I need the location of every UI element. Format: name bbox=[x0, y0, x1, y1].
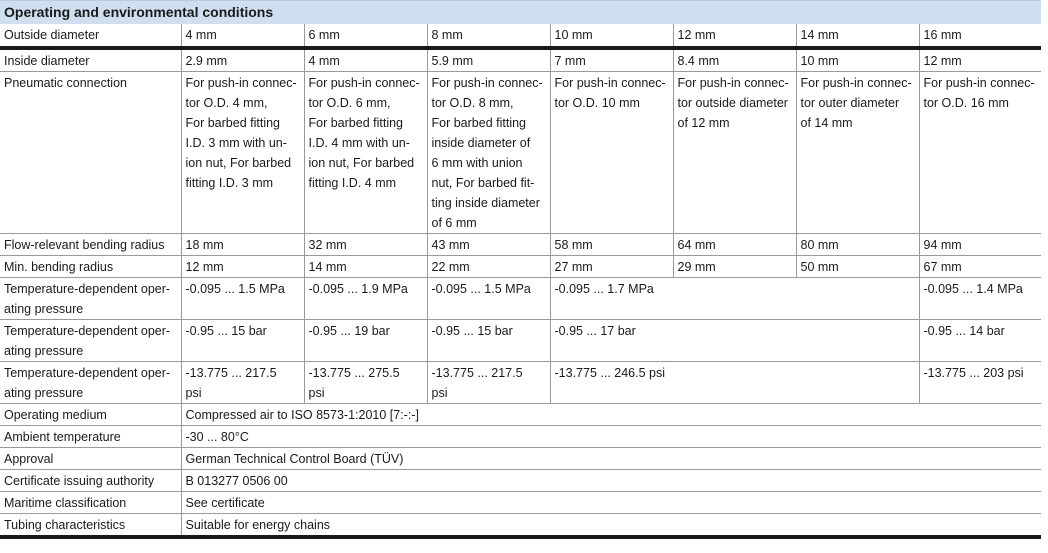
table-cell: 94 mm bbox=[919, 234, 1041, 256]
cell-line: tor O.D. 16 mm bbox=[923, 96, 1009, 110]
cell-line: For push-in connec- bbox=[800, 76, 912, 90]
table-cell: 18 mm bbox=[181, 234, 304, 256]
cell-line: tor O.D. 8 mm, bbox=[431, 96, 514, 110]
table-cell: Suitable for energy chains bbox=[181, 514, 1041, 538]
table-cell bbox=[550, 72, 673, 234]
table-cell: 32 mm bbox=[304, 234, 427, 256]
cell-line: psi bbox=[308, 386, 325, 400]
table-cell: 4 mm bbox=[304, 48, 427, 72]
table-cell bbox=[673, 72, 796, 234]
table-cell bbox=[427, 72, 550, 234]
row-label: Outside diameter bbox=[0, 24, 181, 48]
row-label: Inside diameter bbox=[0, 48, 181, 72]
table-cell: German Technical Control Board (TÜV) bbox=[181, 448, 1041, 470]
table-cell: -0.095 ... 1.5 MPa bbox=[181, 278, 304, 320]
table-cell: 43 mm bbox=[427, 234, 550, 256]
cell-line: I.D. 4 mm with un- bbox=[308, 136, 410, 150]
table-cell: 4 mm bbox=[181, 24, 304, 48]
row-label bbox=[0, 278, 181, 320]
table-cell: -0.95 ... 15 bar bbox=[181, 320, 304, 362]
table-cell: 12 mm bbox=[181, 256, 304, 278]
table-cell: B 013277 0506 00 bbox=[181, 470, 1041, 492]
cell-line: ating pressure bbox=[4, 344, 84, 358]
table-cell: -0.95 ... 17 bar bbox=[550, 320, 919, 362]
row-label: Tubing characteristics bbox=[0, 514, 181, 538]
table-cell: 64 mm bbox=[673, 234, 796, 256]
table-row-tubing-characteristics bbox=[0, 514, 1041, 538]
row-label: Maritime classification bbox=[0, 492, 181, 514]
cell-line: tor O.D. 10 mm bbox=[554, 96, 640, 110]
table-row-outside-diameter bbox=[0, 24, 1041, 48]
table-cell: See certificate bbox=[181, 492, 1041, 514]
table-cell bbox=[181, 72, 304, 234]
cell-line: ating pressure bbox=[4, 386, 84, 400]
table-cell: 6 mm bbox=[304, 24, 427, 48]
table-row-pressure-mpa bbox=[0, 278, 1041, 320]
cell-line: tor outer diameter bbox=[800, 96, 900, 110]
cell-line: of 6 mm bbox=[431, 216, 477, 230]
table-cell: -13.775 ... 246.5 psi bbox=[550, 362, 919, 404]
table-cell: 27 mm bbox=[550, 256, 673, 278]
cell-line: For barbed fitting bbox=[308, 116, 403, 130]
cell-line: I.D. 3 mm with un- bbox=[185, 136, 287, 150]
table-row-approval bbox=[0, 448, 1041, 470]
cell-line: For barbed fitting bbox=[185, 116, 280, 130]
cell-line: fitting I.D. 4 mm bbox=[308, 176, 397, 190]
row-label bbox=[0, 320, 181, 362]
table-row-pneumatic-connection bbox=[0, 72, 1041, 234]
cell-line: tor O.D. 6 mm, bbox=[308, 96, 391, 110]
cell-line: For push-in connec- bbox=[554, 76, 666, 90]
table-cell: -0.95 ... 15 bar bbox=[427, 320, 550, 362]
cell-line: For push-in connec- bbox=[677, 76, 789, 90]
table-cell bbox=[919, 72, 1041, 234]
cell-line: ion nut, For barbed bbox=[308, 156, 415, 170]
table-row-maritime-classification bbox=[0, 492, 1041, 514]
table-cell: -0.095 ... 1.9 MPa bbox=[304, 278, 427, 320]
table-cell bbox=[796, 72, 919, 234]
row-label: Ambient temperature bbox=[0, 426, 181, 448]
table-cell: -0.095 ... 1.4 MPa bbox=[919, 278, 1041, 320]
cell-line: For push-in connec- bbox=[431, 76, 543, 90]
table-cell: -0.95 ... 19 bar bbox=[304, 320, 427, 362]
section-title-bar bbox=[0, 0, 1041, 24]
cell-line: -13.775 ... 275.5 bbox=[308, 366, 400, 380]
table-cell bbox=[304, 362, 427, 404]
table-cell: 12 mm bbox=[673, 24, 796, 48]
table-row-ambient-temperature bbox=[0, 426, 1041, 448]
row-label: Certificate issuing authority bbox=[0, 470, 181, 492]
cell-line: -13.775 ... 217.5 bbox=[431, 366, 523, 380]
cell-line: For push-in connec- bbox=[308, 76, 420, 90]
cell-line: Temperature-dependent oper- bbox=[4, 324, 171, 338]
table-row-min-radius bbox=[0, 256, 1041, 278]
table-cell: -0.095 ... 1.7 MPa bbox=[550, 278, 919, 320]
table-cell: 5.9 mm bbox=[427, 48, 550, 72]
table-cell: 10 mm bbox=[550, 24, 673, 48]
table-cell: 10 mm bbox=[796, 48, 919, 72]
table-cell: 29 mm bbox=[673, 256, 796, 278]
cell-line: For push-in connec- bbox=[185, 76, 297, 90]
cell-line: psi bbox=[431, 386, 448, 400]
table-cell: 80 mm bbox=[796, 234, 919, 256]
row-label: Pneumatic connection bbox=[0, 72, 181, 234]
table-cell: 58 mm bbox=[550, 234, 673, 256]
row-label: Min. bending radius bbox=[0, 256, 181, 278]
cell-line: of 12 mm bbox=[677, 116, 730, 130]
cell-line: tor outside diameter bbox=[677, 96, 788, 110]
table-cell: 50 mm bbox=[796, 256, 919, 278]
cell-line: inside diameter of bbox=[431, 136, 531, 150]
table-row-operating-medium bbox=[0, 404, 1041, 426]
cell-line: ating pressure bbox=[4, 302, 84, 316]
cell-line: 6 mm with union bbox=[431, 156, 523, 170]
table-cell: -30 ... 80°C bbox=[181, 426, 1041, 448]
table-cell: -13.775 ... 203 psi bbox=[919, 362, 1041, 404]
cell-line: psi bbox=[185, 386, 202, 400]
cell-line: tor O.D. 4 mm, bbox=[185, 96, 268, 110]
conditions-table bbox=[0, 24, 1041, 539]
row-label: Approval bbox=[0, 448, 181, 470]
table-row-inside-diameter bbox=[0, 48, 1041, 72]
table-row-certificate-authority bbox=[0, 470, 1041, 492]
cell-line: -13.775 ... 217.5 bbox=[185, 366, 277, 380]
cell-line: For barbed fitting bbox=[431, 116, 526, 130]
table-cell: 12 mm bbox=[919, 48, 1041, 72]
table-cell bbox=[427, 362, 550, 404]
row-label bbox=[0, 362, 181, 404]
table-cell: 14 mm bbox=[304, 256, 427, 278]
row-label: Flow-relevant bending radius bbox=[0, 234, 181, 256]
table-cell bbox=[304, 72, 427, 234]
table-row-flow-radius bbox=[0, 234, 1041, 256]
table-cell: 14 mm bbox=[796, 24, 919, 48]
table-row-pressure-bar bbox=[0, 320, 1041, 362]
cell-line: Temperature-dependent oper- bbox=[4, 282, 171, 296]
table-cell: 22 mm bbox=[427, 256, 550, 278]
table-cell: 2.9 mm bbox=[181, 48, 304, 72]
row-label: Operating medium bbox=[0, 404, 181, 426]
table-cell: -0.095 ... 1.5 MPa bbox=[427, 278, 550, 320]
cell-line: ion nut, For barbed bbox=[185, 156, 292, 170]
table-cell: 7 mm bbox=[550, 48, 673, 72]
cell-line: of 14 mm bbox=[800, 116, 853, 130]
section-title: Operating and environmental conditions bbox=[4, 4, 274, 20]
cell-line: nut, For barbed fit- bbox=[431, 176, 535, 190]
table-cell: -0.95 ... 14 bar bbox=[919, 320, 1041, 362]
cell-line: Temperature-dependent oper- bbox=[4, 366, 171, 380]
table-cell: 8.4 mm bbox=[673, 48, 796, 72]
cell-line: For push-in connec- bbox=[923, 76, 1035, 90]
cell-line: ting inside diameter bbox=[431, 196, 540, 210]
table-cell bbox=[181, 362, 304, 404]
table-cell: 16 mm bbox=[919, 24, 1041, 48]
table-cell: 67 mm bbox=[919, 256, 1041, 278]
table-cell: Compressed air to ISO 8573-1:2010 [7:-:-] bbox=[181, 404, 1041, 426]
cell-line: fitting I.D. 3 mm bbox=[185, 176, 274, 190]
table-cell: 8 mm bbox=[427, 24, 550, 48]
table-row-pressure-psi bbox=[0, 362, 1041, 404]
